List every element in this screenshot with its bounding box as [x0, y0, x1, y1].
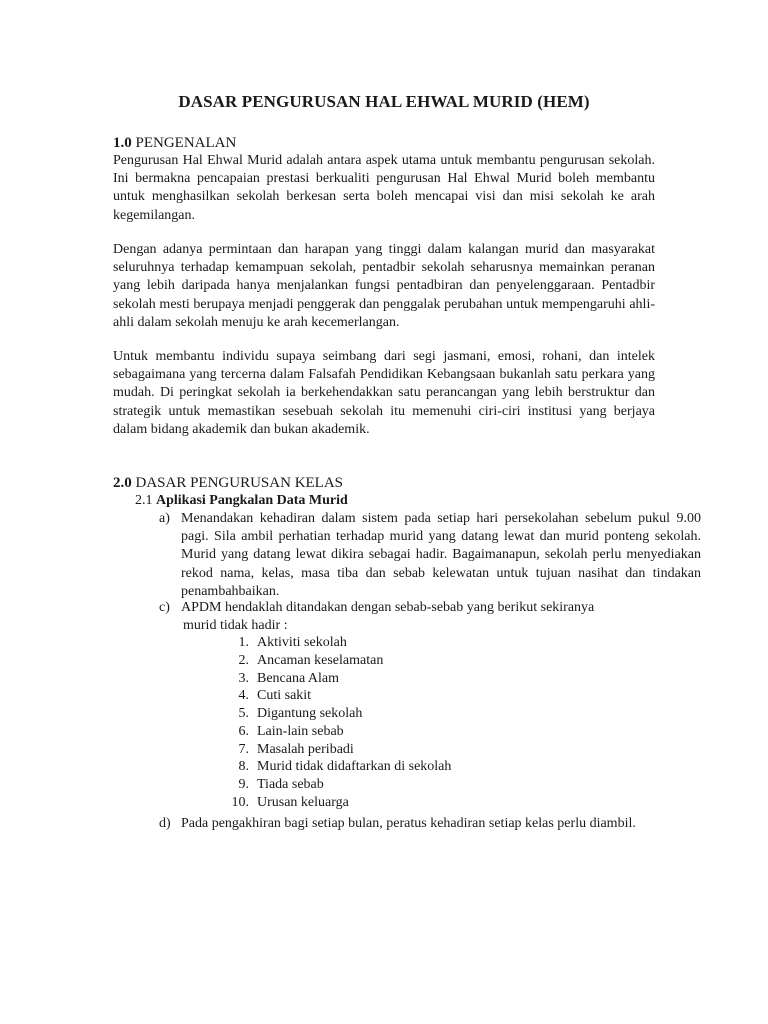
list-item-d: [159, 815, 701, 853]
paragraph-3: Untuk membantu individu supaya seimbang dari segi jasmani, emosi, rohani, dan intelek sebagaimana yang tercerna dalam Falsafah Pendidikan Kebangsaan bukanlah satu perkara yang mudah. Di peringkat sekolah ia berkehendakkan satu perancangan yang lebih berstruktur dan strategik untuk memastikan sesebuah sekolah itu memenuhi ciri-ciri institusi yang berjaya dalam bidang akademik dan bukan akademik.: [113, 349, 655, 437]
list-item: [223, 794, 451, 812]
list-number: 10.: [231, 794, 249, 810]
list-number: 7.: [238, 741, 249, 757]
list-item: [223, 776, 451, 794]
list-item-a: [159, 510, 701, 602]
list-number: 9.: [238, 777, 249, 792]
list-marker-d: d): [159, 816, 171, 831]
list-item: [223, 687, 451, 705]
list-number: 4.: [238, 688, 249, 704]
subsection-number: 2.1: [135, 493, 153, 508]
paragraph-1: Pengurusan Hal Ehwal Murid adalah antara aspek utama untuk membantu pengurusan sekolah. Ini bermakna pencapaian prestasi berkualiti pengurusan Hal Ehwal Murid boleh membantu untuk menghasilkan sekolah berkesan serta boleh mencapai visi dan misi sekolah ke arah kegemilangan.: [113, 153, 655, 223]
absence-reasons-list: [223, 634, 451, 812]
list-item-d-text: Pada pengakhiran bagi setiap bulan, peratus kehadiran setiap kelas perlu diambil.: [181, 816, 636, 831]
list-number: 1.: [238, 635, 249, 650]
section-1-number: 1.0: [113, 135, 132, 151]
list-item: [223, 652, 451, 670]
list-text: Masalah peribadi: [257, 741, 354, 757]
list-text: Murid tidak didaftarkan di sekolah: [257, 759, 452, 775]
section-2-title: DASAR PENGURUSAN KELAS: [135, 475, 344, 491]
list-item-c-line2: murid tidak hadir :: [183, 618, 288, 634]
list-text: Tiada sebab: [257, 777, 324, 792]
section-2-number: 2.0: [113, 475, 132, 491]
list-marker-c: c): [159, 600, 170, 615]
list-text: Lain-lain sebab: [257, 723, 344, 739]
list-item: [223, 741, 451, 759]
list-item-c-line1: APDM hendaklah ditandakan dengan sebab-sebab yang berikut sekiranya: [181, 600, 595, 615]
list-number: 5.: [238, 706, 249, 721]
subsection-2-1-heading: [135, 492, 348, 510]
list-text: Aktiviti sekolah: [257, 635, 347, 650]
list-item: [223, 723, 451, 741]
paragraph-2: Dengan adanya permintaan dan harapan yang tinggi dalam kalangan murid dan masyarakat seluruhnya terhadap kemampuan sekolah, pentadbir sekolah seharusnya memainkan peranan yang lebih daripada hanya menjalankan fungsi pentadbiran dan penyelenggaraan. Pentadbir sekolah mesti berupaya menjadi penggerak dan penggalak perubahan untuk mempengaruhi ahli-ahli dalam sekolah menuju ke arah kecemerlangan.: [113, 242, 655, 330]
list-text: Cuti sakit: [257, 688, 312, 704]
list-item-c-text: [181, 599, 701, 635]
list-item-a-text: Menandakan kehadiran dalam sistem pada setiap hari persekolahan sebelum pukul 9.00 pagi. Sila ambil perhatian terhadap murid yang datang lewat dan murid ponteng sekolah. Murid yang datang lewat dikira sebagai hadir. Bagaimanapun, sekolah perlu menyediakan rekod nama, kelas, masa tiba dan sebab kelewatan untuk tujuan nasihat dan tindakan penambahbaikan.: [181, 511, 701, 599]
list-marker-a: a): [159, 511, 170, 526]
section-1-title: PENGENALAN: [135, 135, 237, 151]
list-number: 3.: [238, 670, 249, 686]
subsection-title: Aplikasi Pangkalan Data Murid: [156, 493, 348, 508]
list-number: 8.: [238, 759, 249, 775]
section-1-heading: [113, 134, 236, 152]
list-item: [223, 758, 451, 776]
section-2-heading: [113, 474, 343, 492]
list-number: 2.: [238, 652, 249, 668]
list-text: Bencana Alam: [257, 670, 340, 686]
list-text: Ancaman keselamatan: [257, 652, 384, 668]
list-number: 6.: [238, 723, 249, 739]
list-item: [223, 705, 451, 723]
list-item: [223, 670, 451, 688]
list-item-c: [159, 599, 701, 635]
list-text: Digantung sekolah: [257, 706, 363, 721]
list-text: Urusan keluarga: [257, 794, 349, 810]
list-item: [223, 634, 451, 652]
document-title: DASAR PENGURUSAN HAL EHWAL MURID (HEM): [178, 92, 590, 111]
